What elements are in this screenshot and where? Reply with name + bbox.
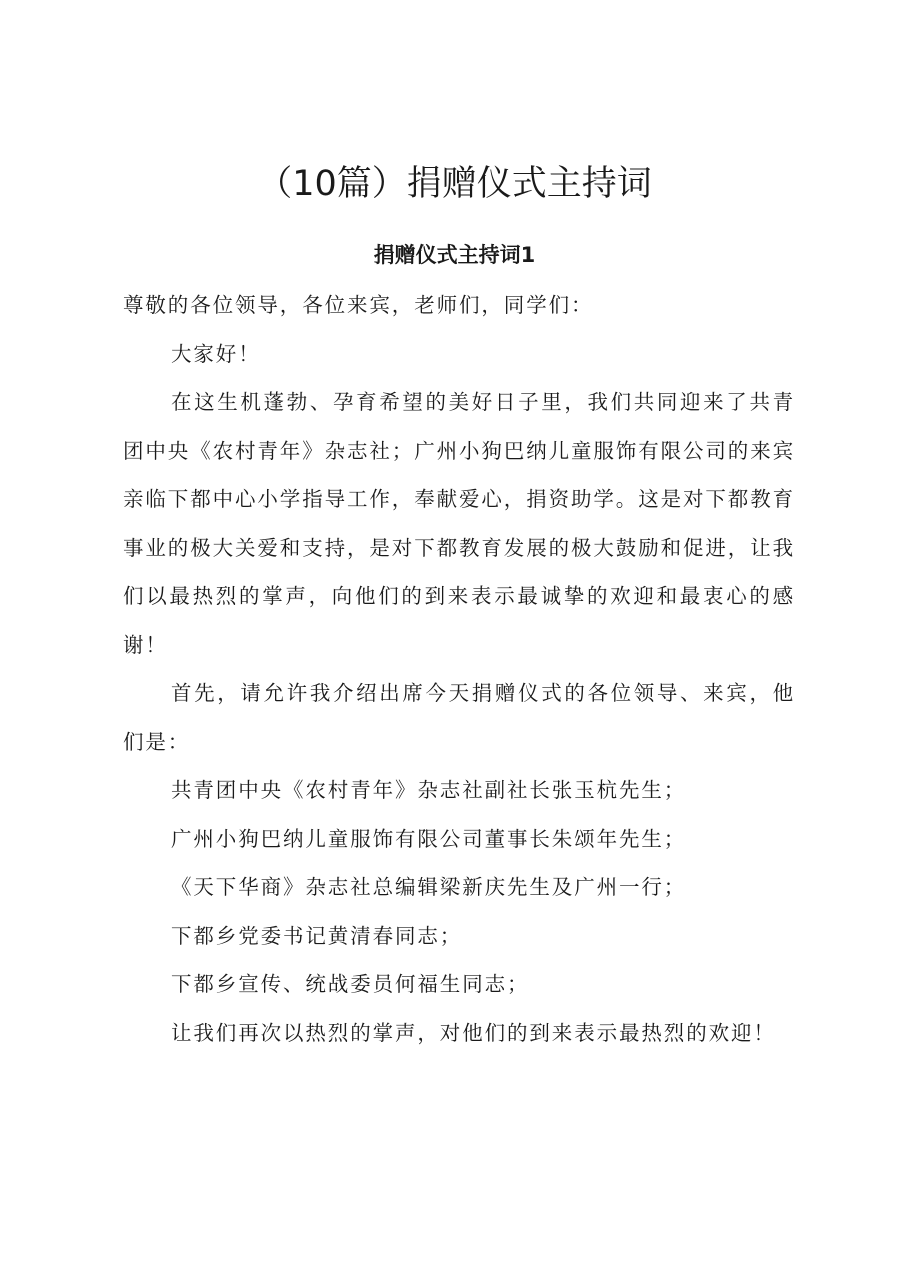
closing-welcome-paragraph: 让我们再次以热烈的掌声，对他们的到来表示最热烈的欢迎！ [171, 1020, 776, 1045]
opening-paragraph: 在这生机蓬勃、孕育希望的美好日子里，我们共同迎来了共青团中央《农村青年》杂志社；广州小狗巴纳儿童服饰有限公司的来宾亲临下都中心小学指导工作，奉献爱心，捐资助学。这是对下都教育事业的极大关爱和支持，是对下都教育发展的极大鼓励和促进，让我们以最热烈的掌声，向他们的到来表示最诚挚的欢迎和最衷心的感谢！ [123, 390, 795, 657]
guest-list-item: 《天下华商》杂志社总编辑梁新庆先生及广州一行； [171, 875, 687, 899]
guest-list-item: 广州小狗巴纳儿童服饰有限公司董事长朱颂年先生； [171, 826, 687, 851]
greeting-paragraph: 大家好！ [171, 341, 261, 366]
guest-list-item: 下都乡党委书记黄清春同志； [171, 923, 463, 948]
document-title: （10篇）捐赠仪式主持词 [257, 164, 652, 204]
document-body [123, 281, 795, 1057]
introduction-paragraph: 首先，请允许我介绍出席今天捐赠仪式的各位领导、来宾，他们是： [123, 681, 795, 754]
guest-list-item: 下都乡宣传、统战委员何福生同志； [171, 972, 530, 996]
salutation-paragraph: 尊敬的各位领导，各位来宾，老师们，同学们： [123, 293, 594, 317]
section-heading: 捐赠仪式主持词1 [373, 243, 536, 267]
guest-list-item: 共青团中央《农村青年》杂志社副社长张玉杭先生； [171, 778, 687, 802]
